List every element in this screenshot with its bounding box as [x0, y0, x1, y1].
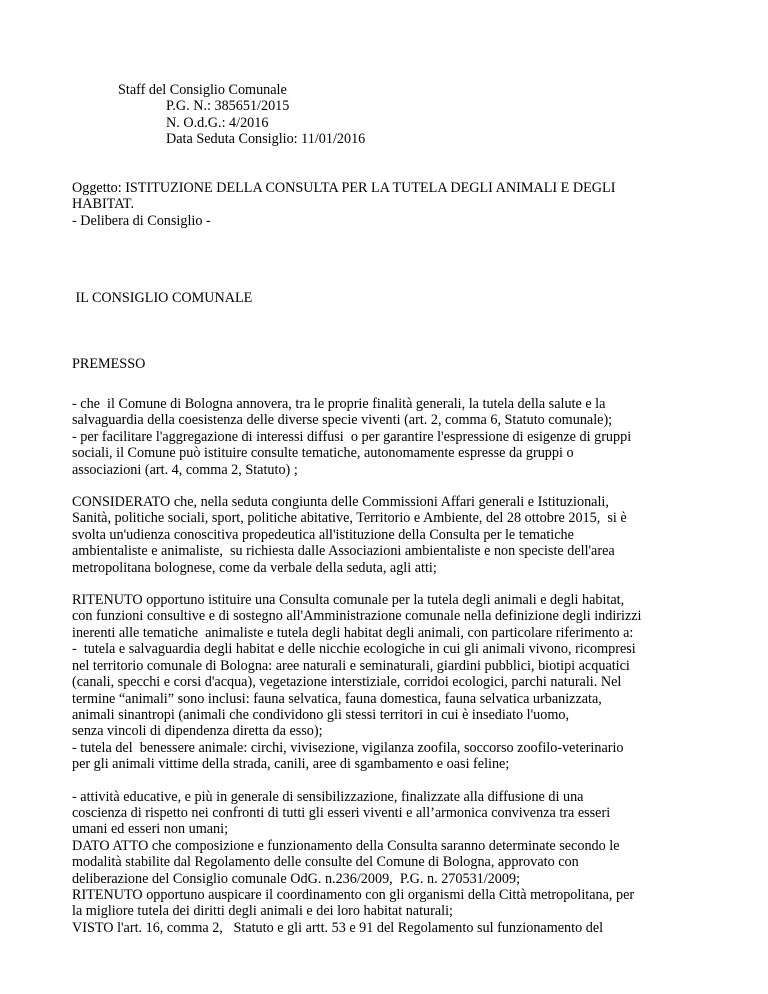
text-line: coscienza di rispetto nei confronti di tutti gli esseri viventi e all’armonica convivenza tra esseri [72, 804, 611, 821]
subject-block [72, 180, 615, 229]
text-line: metropolitana bolognese, come da verbale della seduta, agli atti; [72, 559, 437, 576]
text-line: RITENUTO opportuno auspicare il coordinamento con gli organismi della Città metropolitana, per [72, 886, 635, 903]
text-line: associazioni (art. 4, comma 2, Statuto) ; [72, 461, 298, 478]
document-body [72, 396, 712, 936]
session-date: Data Seduta Consiglio: 11/01/2016 [166, 131, 366, 148]
agenda-number: N. O.d.G.: 4/2016 [166, 114, 269, 131]
text-line: DATO ATTO che composizione e funzionamento della Consulta saranno determinate secondo le [72, 837, 620, 854]
office-name: Staff del Consiglio Comunale [118, 82, 287, 98]
text-line: - attività educative, e più in generale di sensibilizzazione, finalizzate alla diffusione di una [72, 788, 584, 805]
text-line: sociali, il Comune può istituire consulte tematiche, autonomamente espresse da gruppi o [72, 445, 574, 462]
text-line: con funzioni consultive e di sostegno all'Amministrazione comunale nella definizione degli indirizzi [72, 608, 642, 625]
council-title: IL CONSIGLIO COMUNALE [72, 290, 253, 306]
protocol-number: P.G. N.: 385651/2015 [166, 98, 290, 115]
text-line: - tutela del benessere animale: circhi, vivisezione, vigilanza zoofila, soccorso zoofilo-veterinario [72, 739, 624, 756]
text-line: per gli animali vittime della strada, canili, aree di sgambamento e oasi feline; [72, 756, 510, 773]
text-line: nel territorio comunale di Bologna: aree naturali e seminaturali, giardini pubblici, biotipi acquatici [72, 657, 630, 674]
paragraph-attivita [72, 789, 712, 937]
text-line: - tutela e salvaguardia degli habitat e delle nicchie ecologiche in cui gli animali vivono, ricompresi [72, 641, 636, 658]
text-line: salvaguardia della coesistenza delle diverse specie viventi (art. 2, comma 6, Statuto comunale); [72, 412, 613, 429]
text-line: termine “animali” sono inclusi: fauna selvatica, fauna domestica, fauna selvatica urbanizzata, [72, 690, 602, 707]
text-line: senza vincoli di dipendenza diretta da esso); [72, 723, 323, 740]
text-line: inerenti alle tematiche animaliste e tutela degli habitat degli animali, con particolare riferimento a: [72, 624, 634, 641]
text-line: svolta un'udienza conoscitiva propedeutica all'istituzione della Consulta per le tematiche [72, 526, 574, 543]
premesso-heading: PREMESSO [72, 356, 146, 372]
document-type: - Delibera di Consiglio - [72, 212, 211, 229]
text-line: VISTO l'art. 16, comma 2, Statuto e gli artt. 53 e 91 del Regolamento sul funzionamento del [72, 919, 604, 936]
paragraph-considerato [72, 494, 712, 576]
text-line: deliberazione del Consiglio comunale OdG. n.236/2009, P.G. n. 270531/2009; [72, 870, 521, 887]
text-line: RITENUTO opportuno istituire una Consulta comunale per la tutela degli animali e degli habitat, [72, 592, 625, 609]
document-header [118, 82, 365, 148]
text-line: la migliore tutela dei diritti degli animali e dei loro habitat naturali; [72, 903, 453, 920]
text-line: umani ed esseri non umani; [72, 821, 229, 838]
text-line: Sanità, politiche sociali, sport, politiche abitative, Territorio e Ambiente, del 28 ottobre 2015, si è [72, 510, 627, 527]
text-line: animali sinantropi (animali che condividono gli stessi territori in cui è insediato l'uomo, [72, 706, 570, 723]
paragraph-ritenuto [72, 592, 712, 772]
text-line: (canali, specchi e corsi d'acqua), vegetazione interstiziale, corridoi ecologici, parchi naturali. Nel [72, 674, 622, 691]
text-line: CONSIDERATO che, nella seduta congiunta delle Commissioni Affari generali e Istituzionali, [72, 494, 609, 511]
text-line: ambientaliste e animaliste, su richiesta dalle Associazioni ambientaliste e non speciste dell'area [72, 543, 615, 560]
text-line: - che il Comune di Bologna annovera, tra le proprie finalità generali, la tutela della salute e la [72, 396, 606, 412]
text-line: modalità stabilite dal Regolamento delle consulte del Comune di Bologna, approvato con [72, 854, 579, 871]
subject-line: Oggetto: ISTITUZIONE DELLA CONSULTA PER LA TUTELA DEGLI ANIMALI E DEGLI [72, 180, 616, 196]
paragraph-premesso [72, 396, 712, 478]
text-line: - per facilitare l'aggregazione di interessi diffusi o per garantire l'espressione di esigenze di gruppi [72, 428, 632, 445]
subject-line: HABITAT. [72, 196, 135, 213]
